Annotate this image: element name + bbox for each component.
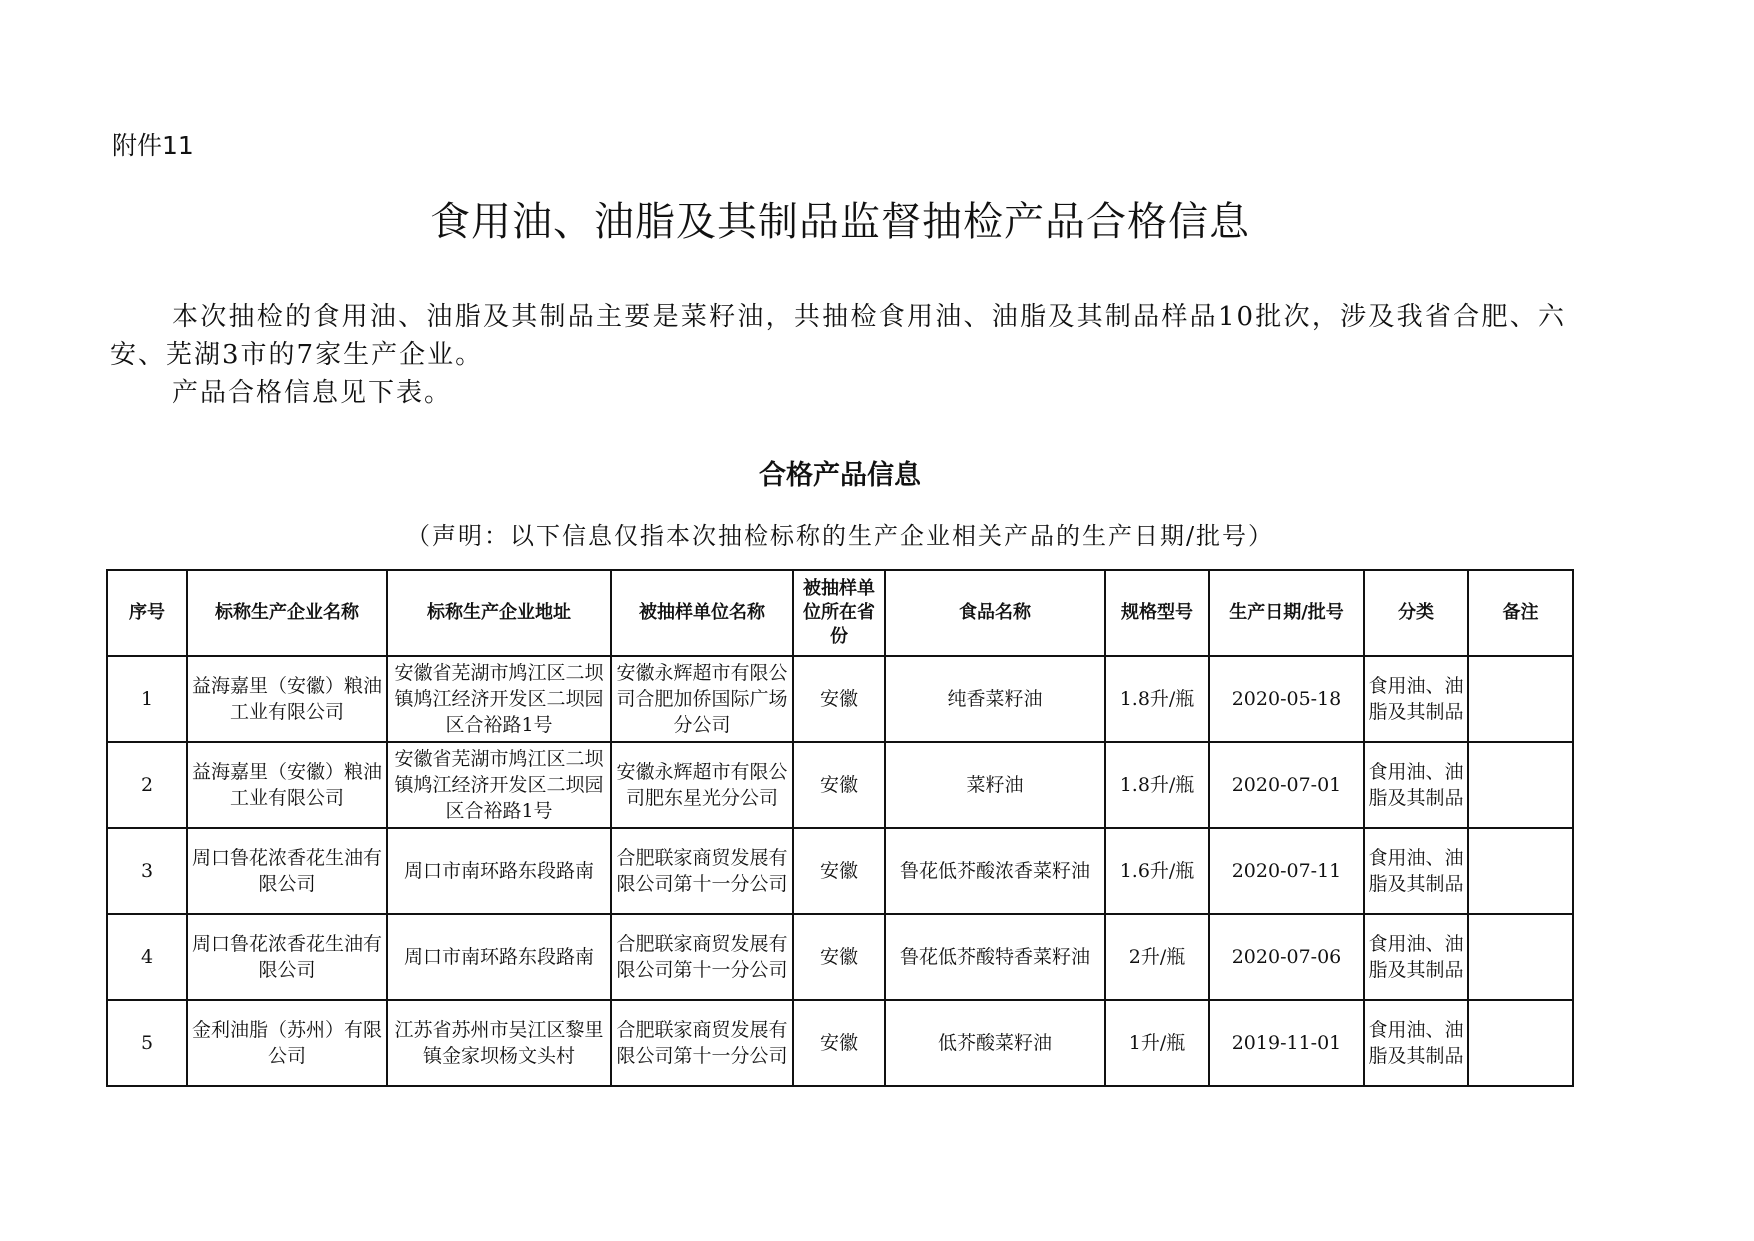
cell-date: 2020-07-01 [1209,742,1364,828]
cell-spec: 1.6升/瓶 [1105,828,1209,914]
cell-sampled-unit: 安徽永辉超市有限公司合肥加侨国际广场分公司 [611,656,793,742]
table-row [107,1000,1573,1086]
header-spec: 规格型号 [1105,570,1209,656]
table-row [107,656,1573,742]
intro-paragraph-1: 本次抽检的食用油、油脂及其制品主要是菜籽油，共抽检食用油、油脂及其制品样品10批次，涉及我省合肥、六安、芜湖3市的7家生产企业。 [110,302,1566,370]
header-date: 生产日期/批号 [1209,570,1364,656]
document-title: 食用油、油脂及其制品监督抽检产品合格信息 [430,199,1250,245]
cell-address: 安徽省芜湖市鸠江区二坝镇鸠江经济开发区二坝园区合裕路1号 [387,656,611,742]
cell-manufacturer: 益海嘉里（安徽）粮油工业有限公司 [187,742,387,828]
cell-food-name: 菜籽油 [885,742,1105,828]
cell-province: 安徽 [793,828,885,914]
section-title: 合格产品信息 [759,460,921,491]
cell-index: 2 [107,742,187,828]
cell-address: 江苏省苏州市吴江区黎里镇金家坝杨文头村 [387,1000,611,1086]
cell-spec: 1升/瓶 [1105,1000,1209,1086]
table-header-row [107,570,1573,656]
cell-remark [1468,828,1573,914]
cell-spec: 1.8升/瓶 [1105,656,1209,742]
cell-date: 2020-07-11 [1209,828,1364,914]
header-index: 序号 [107,570,187,656]
cell-date: 2019-11-01 [1209,1000,1364,1086]
cell-sampled-unit: 合肥联家商贸发展有限公司第十一分公司 [611,828,793,914]
cell-sampled-unit: 合肥联家商贸发展有限公司第十一分公司 [611,914,793,1000]
cell-province: 安徽 [793,1000,885,1086]
cell-date: 2020-07-06 [1209,914,1364,1000]
cell-manufacturer: 周口鲁花浓香花生油有限公司 [187,828,387,914]
cell-food-name: 低芥酸菜籽油 [885,1000,1105,1086]
table-row [107,742,1573,828]
cell-category: 食用油、油脂及其制品 [1364,828,1468,914]
cell-province: 安徽 [793,742,885,828]
header-address: 标称生产企业地址 [387,570,611,656]
cell-index: 1 [107,656,187,742]
cell-address: 安徽省芜湖市鸠江区二坝镇鸠江经济开发区二坝园区合裕路1号 [387,742,611,828]
cell-food-name: 鲁花低芥酸特香菜籽油 [885,914,1105,1000]
header-manufacturer: 标称生产企业名称 [187,570,387,656]
cell-province: 安徽 [793,656,885,742]
cell-manufacturer: 周口鲁花浓香花生油有限公司 [187,914,387,1000]
cell-address: 周口市南环路东段路南 [387,914,611,1000]
cell-remark [1468,742,1573,828]
header-remark: 备注 [1468,570,1573,656]
cell-spec: 1.8升/瓶 [1105,742,1209,828]
disclaimer-statement: （声明：以下信息仅指本次抽检标称的生产企业相关产品的生产日期/批号） [405,522,1275,550]
table-row [107,914,1573,1000]
qualified-products-table [106,569,1574,1087]
cell-remark [1468,1000,1573,1086]
attachment-label: 附件11 [112,131,194,160]
cell-food-name: 鲁花低芥酸浓香菜籽油 [885,828,1105,914]
cell-index: 3 [107,828,187,914]
cell-manufacturer: 金利油脂（苏州）有限公司 [187,1000,387,1086]
cell-sampled-unit: 合肥联家商贸发展有限公司第十一分公司 [611,1000,793,1086]
cell-food-name: 纯香菜籽油 [885,656,1105,742]
cell-category: 食用油、油脂及其制品 [1364,1000,1468,1086]
cell-index: 4 [107,914,187,1000]
cell-manufacturer: 益海嘉里（安徽）粮油工业有限公司 [187,656,387,742]
cell-spec: 2升/瓶 [1105,914,1209,1000]
intro-paragraph-2: 产品合格信息见下表。 [172,378,453,408]
cell-category: 食用油、油脂及其制品 [1364,656,1468,742]
cell-category: 食用油、油脂及其制品 [1364,742,1468,828]
cell-index: 5 [107,1000,187,1086]
table-row [107,828,1573,914]
header-province: 被抽样单位所在省份 [793,570,885,656]
cell-sampled-unit: 安徽永辉超市有限公司肥东星光分公司 [611,742,793,828]
cell-province: 安徽 [793,914,885,1000]
cell-date: 2020-05-18 [1209,656,1364,742]
intro-text [110,298,1566,412]
cell-remark [1468,914,1573,1000]
header-category: 分类 [1364,570,1468,656]
cell-remark [1468,656,1573,742]
cell-category: 食用油、油脂及其制品 [1364,914,1468,1000]
header-sampled-unit: 被抽样单位名称 [611,570,793,656]
cell-address: 周口市南环路东段路南 [387,828,611,914]
header-food-name: 食品名称 [885,570,1105,656]
